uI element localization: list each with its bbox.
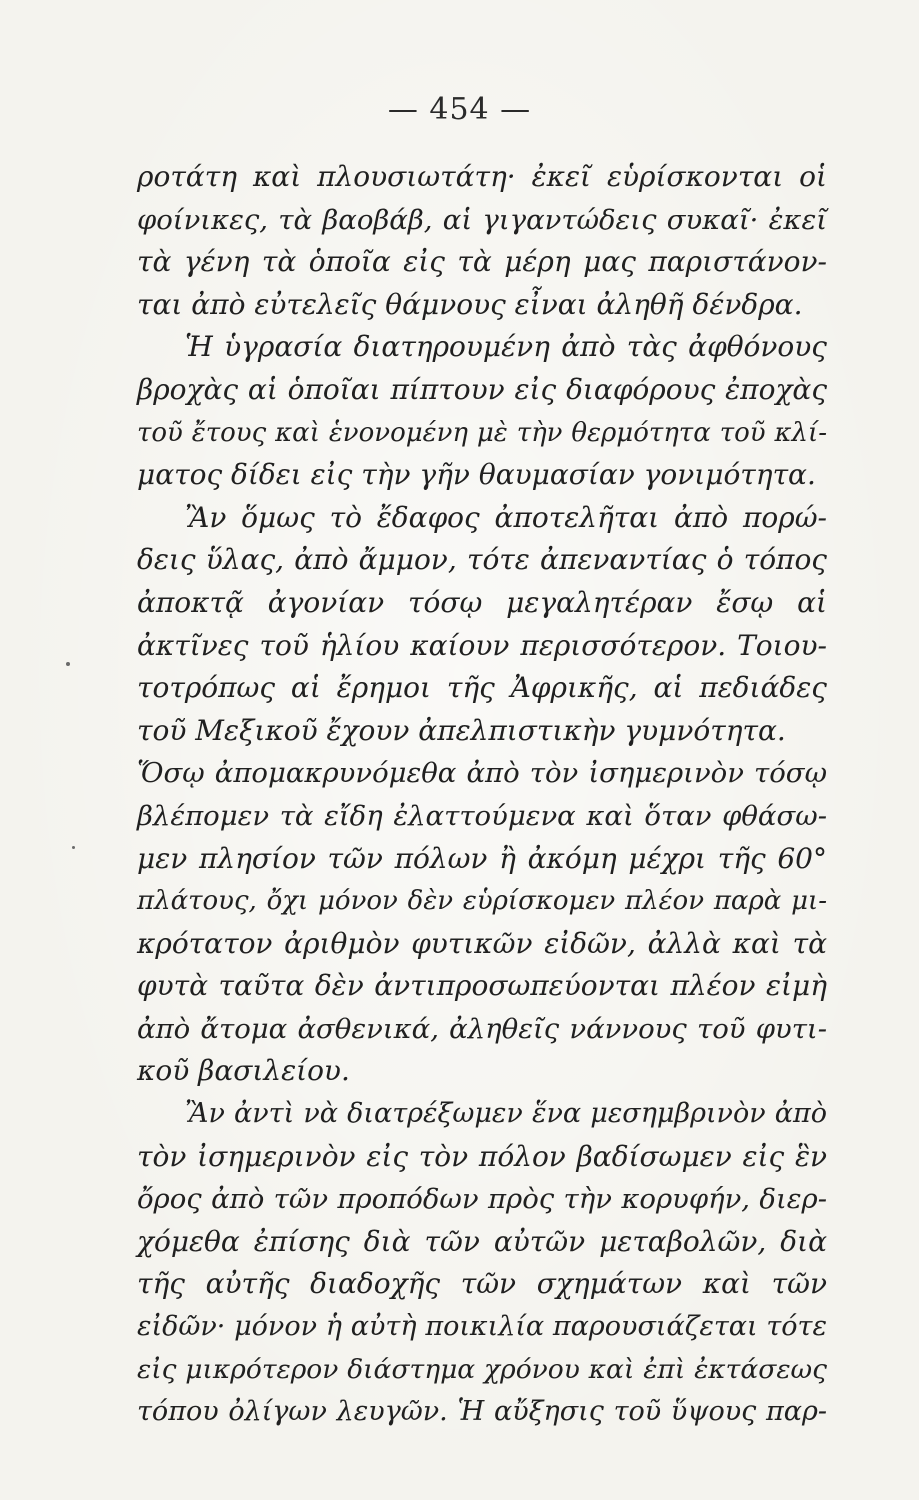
text-line: φυτὰ ταῦτα δὲν ἀντιπροσωπεύονται πλέον εἰμὴ [137, 969, 827, 1003]
text-line: τὸν ἰσημερινὸν εἰς τὸν πόλον βαδίσωμεν εἰς ἓν [137, 1139, 827, 1173]
text-line: Ἂν ἀντὶ νὰ διατρέξωμεν ἕνα μεσημβρινὸν ἀπὸ [185, 1098, 827, 1130]
text-line: κοῦ βασιλείου. [137, 1054, 350, 1088]
text-line: δεις ὕλας, ἀπὸ ἄμμον, τότε ἀπεναντίας ὁ τόπος [137, 543, 827, 577]
text-line: τοῦ ἔτους καὶ ἑνονομένη μὲ τὴν θερμότητα τοῦ κλί- [137, 417, 827, 448]
text-line: τῆς αὐτῆς διαδοχῆς τῶν σχημάτων καὶ τῶν [137, 1267, 827, 1301]
text-line: βλέπομεν τὰ εἴδη ἐλαττούμενα καὶ ὅταν φθάσω- [137, 799, 827, 832]
page-number: — 454 — [387, 92, 532, 127]
text-line: Ἂν ὅμως τὸ ἔδαφος ἀποτελῆται ἀπὸ πορώ- [185, 500, 827, 534]
text-line: κρότατον ἀριθμὸν φυτικῶν εἰδῶν, ἀλλὰ καὶ τὰ [137, 926, 827, 960]
text-line: εἰδῶν· μόνον ἡ αὐτὴ ποικιλία παρουσιάζεται τότε [137, 1311, 827, 1343]
text-line: ἀπὸ ἄτομα ἀσθενικά, ἀληθεῖς νάννους τοῦ φυτι- [137, 1012, 827, 1045]
text-line: πλάτους, ὄχι μόνον δὲν εὑρίσκομεν πλέον παρὰ μι- [137, 886, 827, 917]
text-line: εἰς μικρότερον διάστημα χρόνου καὶ ἐπὶ ἐκτάσεως [137, 1353, 827, 1385]
text-line: ροτάτη καὶ πλουσιωτάτη· ἐκεῖ εὑρίσκονται οἱ [137, 160, 827, 193]
text-line: ὄρος ἀπὸ τῶν προπόδων πρὸς τὴν κορυφήν, διερ- [137, 1183, 827, 1216]
text-line: χόμεθα ἐπίσης διὰ τῶν αὐτῶν μεταβολῶν, διὰ [137, 1224, 827, 1258]
paper-speck [66, 662, 70, 666]
paper-speck [72, 846, 75, 849]
text-line: ἀποκτᾷ ἀγονίαν τόσῳ μεγαλητέραν ἔσῳ αἱ [137, 585, 827, 619]
text-line: ματος δίδει εἰς τὴν γῆν θαυμασίαν γονιμότητα. [137, 458, 816, 492]
text-line: τόπου ὀλίγων λευγῶν. Ἡ αὔξησις τοῦ ὕψους παρ- [137, 1396, 827, 1428]
text-line: ἀκτῖνες τοῦ ἡλίου καίουν περισσότερον. Τοιου- [137, 628, 827, 662]
body-text [137, 156, 827, 1434]
text-line: Ὅσῳ ἀπομακρυνόμεθα ἀπὸ τὸν ἰσημερινὸν τόσῳ [137, 757, 827, 790]
text-line: μεν πλησίον τῶν πόλων ἢ ἀκόμη μέχρι τῆς 60° [137, 841, 827, 875]
text-line: ται ἀπὸ εὐτελεῖς θάμνους εἶναι ἀληθῆ δένδρα. [137, 287, 803, 321]
text-line: τοτρόπως αἱ ἔρημοι τῆς Ἀφρικῆς, αἱ πεδιάδες [137, 671, 827, 705]
text-line: Ἡ ὑγρασία διατηρουμένη ἀπὸ τὰς ἀφθόνους [185, 330, 827, 364]
text-line: φοίνικες, τὰ βαοβάβ, αἱ γιγαντώδεις συκαῖ· ἐκεῖ [137, 203, 827, 236]
text-line: τοῦ Μεξικοῦ ἔχουν ἀπελπιστικὴν γυμνότητα. [137, 713, 786, 747]
text-line: βροχὰς αἱ ὁποῖαι πίπτουν εἰς διαφόρους ἐποχὰς [137, 372, 827, 406]
text-line: τὰ γένη τὰ ὁποῖα εἰς τὰ μέρη μας παριστάνον- [137, 245, 827, 279]
